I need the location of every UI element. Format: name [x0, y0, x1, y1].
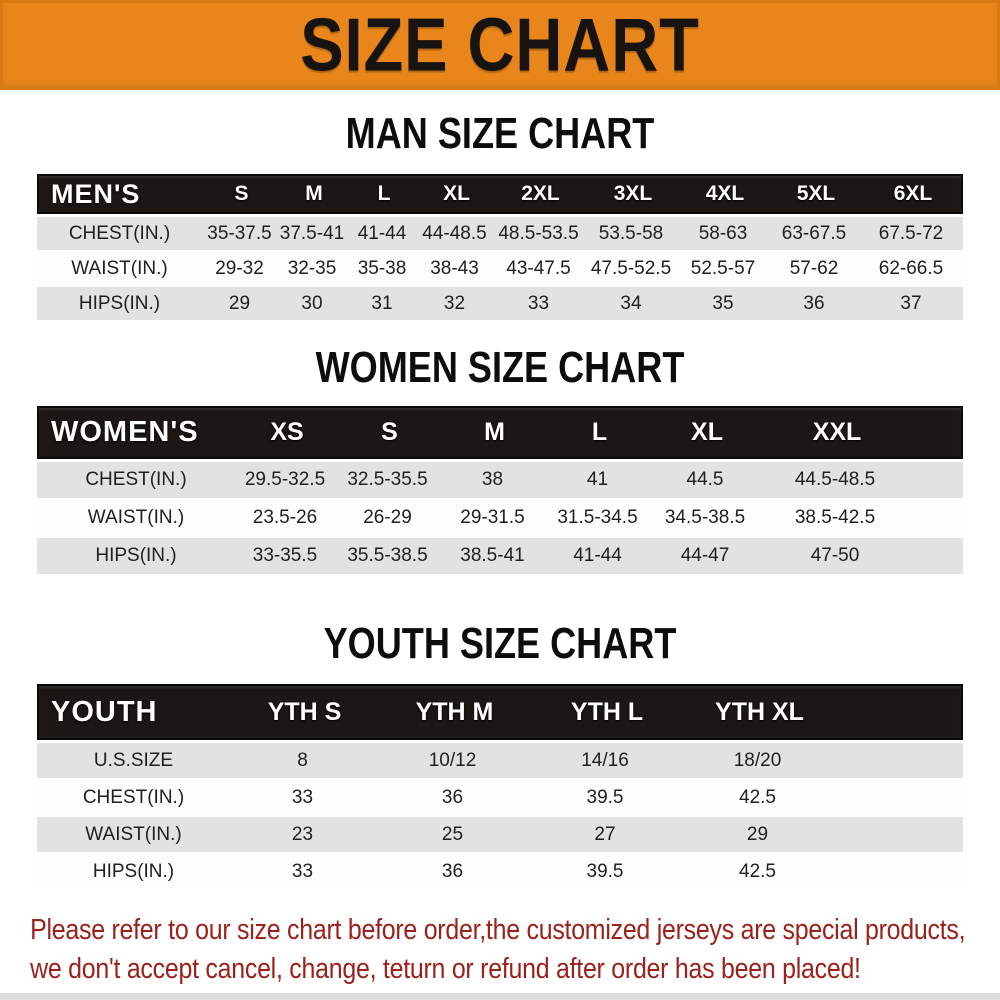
size-column-header: 2XL: [521, 182, 560, 205]
size-column-header: 3XL: [613, 182, 653, 205]
size-column-header: YTH S: [267, 697, 342, 726]
row-label: WAIST(IN.): [85, 823, 182, 845]
row-label: U.S.SIZE: [93, 749, 174, 771]
size-cell: 37: [900, 292, 922, 314]
man-section-heading: MAN SIZE CHART: [345, 109, 655, 158]
size-column-header: XS: [270, 418, 304, 446]
size-column-header: S: [234, 182, 249, 205]
size-column-header: XL: [443, 182, 470, 205]
size-cell: 38-43: [430, 257, 479, 279]
size-cell: 57-62: [789, 257, 839, 279]
size-cell: 32.5-35.5: [347, 469, 428, 490]
women-table-header: [37, 406, 963, 459]
size-cell: 29: [228, 292, 251, 314]
youth-chest-row: [37, 780, 963, 815]
size-cell: 58-63: [698, 222, 748, 244]
women-chest-row: [37, 462, 963, 498]
row-label: WAIST(IN.): [87, 507, 185, 528]
size-cell: 27: [594, 823, 616, 845]
row-label: WAIST(IN.): [71, 257, 168, 279]
size-cell: 35.5-38.5: [347, 545, 428, 566]
size-cell: 18/20: [733, 749, 782, 771]
size-cell: 37.5-41: [279, 222, 345, 244]
size-cell: 23.5-26: [252, 507, 318, 528]
size-cell: 29.5-32.5: [244, 469, 326, 490]
size-cell: 8: [297, 749, 308, 771]
size-cell: 44-48.5: [422, 222, 487, 244]
women-hips-row: [37, 538, 963, 574]
size-cell: 44-47: [680, 545, 730, 566]
size-cell: 34.5-38.5: [664, 507, 746, 528]
youth-ussize-row: [37, 743, 963, 778]
size-cell: 31: [371, 292, 393, 314]
size-cell: 41-44: [573, 545, 622, 566]
row-label: HIPS(IN.): [78, 292, 161, 314]
size-chart-banner: [0, 0, 1000, 90]
size-cell: 25: [441, 823, 464, 845]
row-label: CHEST(IN.): [82, 786, 185, 808]
youth-table-title: YOUTH: [51, 695, 158, 728]
size-cell: 53.5-58: [598, 222, 664, 244]
youth-hips-row: [37, 854, 963, 889]
size-cell: 26-29: [363, 507, 412, 528]
order-policy-line1: Please refer to our size chart before order,the customized jerseys are special products,: [30, 914, 966, 946]
size-cell: 35-37.5: [207, 222, 272, 244]
size-cell: 48.5-53.5: [498, 222, 579, 244]
size-column-header: YTH L: [570, 697, 644, 726]
size-cell: 62-66.5: [878, 257, 944, 279]
size-column-header: 4XL: [705, 182, 745, 205]
size-cell: 42.5: [739, 860, 776, 882]
size-column-header: XXL: [812, 418, 862, 446]
size-cell: 33: [527, 292, 550, 314]
size-cell: 42.5: [739, 786, 776, 808]
size-cell: 32: [443, 292, 466, 314]
size-cell: 41-44: [357, 222, 407, 244]
men-table-header: [37, 174, 963, 214]
size-cell: 32-35: [287, 257, 337, 279]
youth-table-header: [37, 684, 963, 740]
women-size-table: [37, 406, 963, 574]
size-cell: 38.5-41: [460, 545, 525, 566]
row-label: HIPS(IN.): [95, 545, 177, 566]
size-column-header: L: [377, 182, 391, 205]
youth-size-table: [37, 684, 963, 889]
women-waist-row: [37, 500, 963, 536]
men-size-table: [37, 174, 963, 320]
youth-section-heading: YOUTH SIZE CHART: [323, 619, 677, 668]
size-cell: 35: [712, 292, 734, 314]
size-cell: 63-67.5: [781, 222, 847, 244]
size-cell: 39.5: [586, 860, 624, 882]
men-chest-row: [37, 217, 963, 250]
size-cell: 38.5-42.5: [794, 507, 876, 528]
size-cell: 35-38: [357, 257, 407, 279]
size-cell: 47.5-52.5: [590, 257, 672, 279]
size-column-header: YTH XL: [715, 697, 804, 726]
row-label: CHEST(IN.): [68, 222, 171, 244]
banner-title: SIZE CHART: [300, 2, 700, 87]
size-cell: 44.5: [686, 469, 724, 490]
size-cell: 36: [803, 292, 825, 314]
size-cell: 38: [481, 469, 504, 490]
size-cell: 30: [301, 292, 323, 314]
men-waist-row: [37, 252, 963, 285]
size-cell: 43-47.5: [506, 257, 571, 279]
size-cell: 31.5-34.5: [557, 507, 638, 528]
women-table-title: WOMEN'S: [51, 416, 199, 448]
size-cell: 14/16: [581, 749, 629, 771]
size-column-header: M: [305, 182, 323, 205]
size-column-header: 5XL: [796, 182, 836, 205]
size-cell: 29-31.5: [460, 507, 525, 528]
bottom-edge-strip: [0, 993, 1000, 1000]
order-policy-note: [0, 911, 966, 989]
men-table-title: MEN'S: [51, 178, 141, 209]
size-cell: 44.5-48.5: [794, 469, 876, 490]
size-column-header: YTH M: [415, 697, 494, 726]
size-cell: 52.5-57: [690, 257, 756, 279]
order-policy-line2: we don't accept cancel, change, teturn or refund after order has been placed!: [30, 953, 861, 985]
size-column-header: 6XL: [893, 182, 933, 205]
size-cell: 36: [441, 786, 464, 808]
size-column-header: S: [381, 418, 398, 446]
women-section-heading: WOMEN SIZE CHART: [315, 343, 685, 392]
size-column-header: XL: [691, 418, 723, 446]
size-cell: 67.5-72: [878, 222, 944, 244]
row-label: HIPS(IN.): [92, 860, 175, 882]
size-cell: 41: [586, 469, 609, 490]
size-cell: 47-50: [810, 545, 860, 566]
row-label: CHEST(IN.): [85, 469, 187, 490]
size-cell: 29: [746, 823, 769, 845]
size-cell: 33: [291, 860, 314, 882]
size-cell: 36: [441, 860, 464, 882]
size-cell: 23: [291, 823, 314, 845]
size-column-header: L: [591, 418, 608, 446]
size-cell: 33-35.5: [252, 545, 318, 566]
size-cell: 33: [291, 786, 314, 808]
size-cell: 29-32: [215, 257, 264, 279]
size-cell: 10/12: [428, 749, 477, 771]
size-cell: 39.5: [586, 786, 624, 808]
youth-waist-row: [37, 817, 963, 852]
men-hips-row: [37, 287, 963, 320]
size-column-header: M: [484, 418, 505, 446]
size-cell: 34: [620, 292, 642, 314]
